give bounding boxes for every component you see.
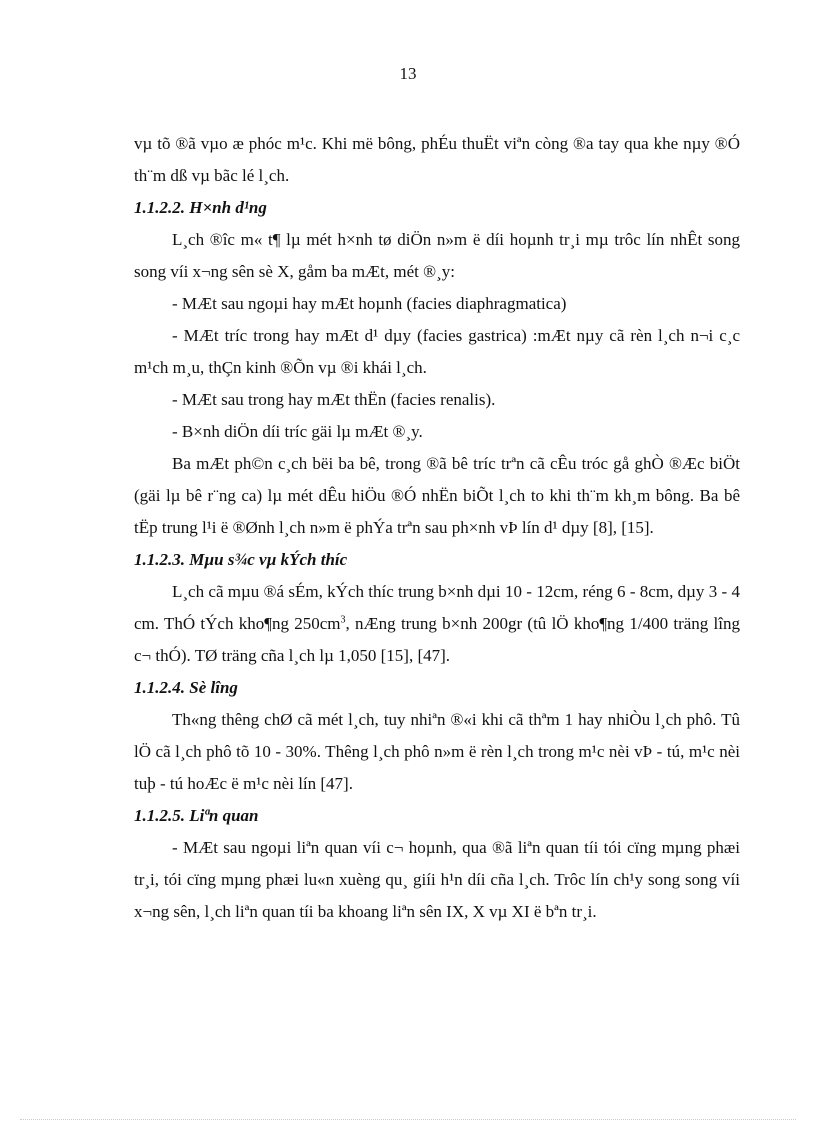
document-body (134, 128, 740, 928)
paragraph (134, 576, 740, 672)
page-number: 13 (399, 64, 417, 83)
paragraph: Th«ng thêng chØ cã mét l¸ch, tuy nhiªn ®«i khi cã thªm 1 hay nhiÒu l¸ch phô. Tû lÖ cã l¸ch phô tõ 10 - 30%. Thêng l¸ch phô n»m ë rèn l¸ch trong m¹c nèi vÞ - tú, m¹c nèi tuþ - tú hoÆc ë m¹c nèi lín [47]. (134, 710, 740, 793)
section-heading: 1.1.2.2. H×nh d¹ng (134, 198, 267, 217)
paragraph: vµ tõ ®ã vµo æ phóc m¹c. Khi më bông, phÉu thuËt viªn còng ®a tay qua khe nµy ®Ó th¨m dß vµ bãc lé l¸ch. (134, 134, 740, 185)
section-heading: 1.1.2.3. Mµu s¾c vµ kÝch thíc (134, 550, 348, 569)
section-heading: 1.1.2.4. Sè lîng (134, 678, 238, 697)
page-bottom-divider (20, 1119, 796, 1120)
paragraph: - MÆt tríc trong hay mÆt d¹ dµy (facies gastrica) :mÆt nµy cã rèn l¸ch n¬i c¸c m¹ch m¸u, thÇn kinh ®Õn vµ ®i khái l¸ch. (134, 326, 740, 377)
section-heading: 1.1.2.5. Liªn quan (134, 806, 259, 825)
paragraph-text: , nÆng trung b×nh 200gr (tû lÖ kho¶ng 1/400 träng lîng c¬ thÓ). TØ träng cña l¸ch lµ 1,050 [15], [47]. (134, 614, 741, 665)
paragraph: Ba mÆt ph©n c¸ch bëi ba bê, trong ®ã bê tríc trªn cã cÊu tróc gå ghÒ ®Æc biÖt (gäi lµ bê r¨ng ca) lµ mét dÊu hiÖu ®Ó nhËn biÕt l¸ch to khi th¨m kh¸m bông. Ba bê tËp trung l¹i ë ®Ønh l¸ch n»m ë phÝa trªn sau ph×nh vÞ lín d¹ dµy [8], [15]. (134, 454, 740, 537)
superscript: 3 (340, 614, 346, 626)
paragraph: L¸ch ®îc m« t¶ lµ mét h×nh tø diÖn n»m ë díi hoµnh tr¸i mµ trôc lín nhÊt song song víi x¬ng sên sè X, gåm ba mÆt, mét ®¸y: (134, 230, 740, 281)
paragraph-text: L¸ch cã mµu ®á sÉm, kÝch thíc trung b×nh dµi 10 - 12cm, réng 6 - 8cm, dµy 3 - 4 cm. ThÓ tÝch kho¶ng 250cm (134, 582, 740, 633)
paragraph: - MÆt sau trong hay mÆt thËn (facies renalis). (172, 390, 496, 409)
paragraph: - MÆt sau ngoµi liªn quan víi c¬ hoµnh, qua ®ã liªn quan tíi tói cïng mµng phæi tr¸i, tói cïng mµng phæi lu«n xuèng qu¸ giíi h¹n díi cña l¸ch. Trôc lín ch¹y song song víi x¬ng sên, l¸ch liªn quan tíi ba khoang liªn sên IX, X vµ XI ë bªn tr¸i. (134, 838, 740, 921)
paragraph: - MÆt sau ngoµi hay mÆt hoµnh (facies diaphragmatica) (172, 294, 567, 313)
paragraph: - B×nh diÖn díi tríc gäi lµ mÆt ®¸y. (172, 422, 423, 441)
